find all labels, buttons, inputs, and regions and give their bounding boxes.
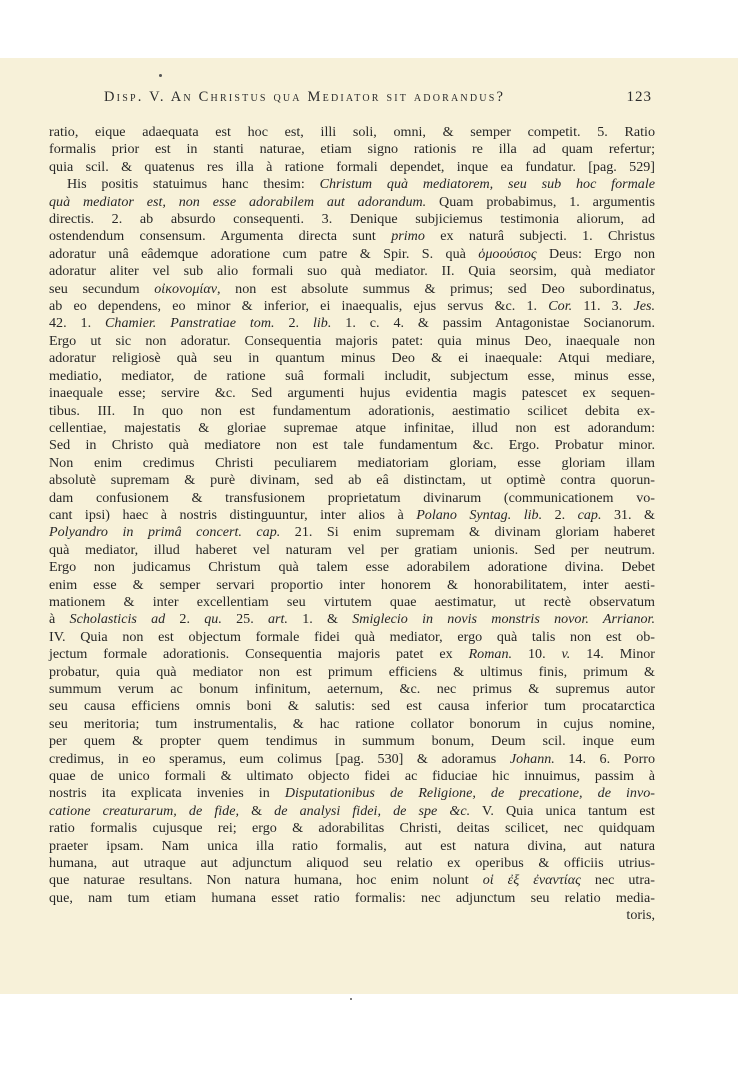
text-line [49, 176, 655, 193]
text-run: 10. [512, 646, 562, 663]
text-run: per quem & propter quem tendimus in summum bonum, Deum scil. inque eum [49, 733, 655, 750]
text-line [49, 455, 655, 472]
text-line [49, 594, 655, 611]
text-run: adoratur unâ eâdemque adoratione cum patre & Spir. S. quà [49, 245, 479, 262]
italic-text-run: cap. [577, 506, 602, 523]
text-line [49, 820, 655, 837]
text-line [49, 333, 655, 350]
text-line [49, 872, 655, 889]
text-run: que, nam tum etiam humana esset ratio formalis: nec adjunctum seu relatio media- [49, 889, 655, 906]
italic-text-run: Johann. [509, 750, 555, 767]
text-run: probatur, quia quà mediator non est primum efficiens & ultimus finis, primum & [49, 663, 655, 680]
text-line [49, 838, 655, 855]
text-run: absolutè supremam & purè divinam, sed ab eâ distinctam, ut optimè contra quorun- [49, 472, 655, 489]
text-run: toris, [626, 907, 655, 924]
text-line [49, 768, 655, 785]
italic-text-run: art. [267, 611, 288, 628]
text-line [49, 298, 655, 315]
text-line [49, 385, 655, 402]
text-line [49, 524, 655, 541]
text-line [49, 716, 655, 733]
text-run: jectum formale adorationis. Consequentia majoris patet ex [49, 646, 469, 663]
text-run: seu causa efficiens omnis boni & salutis: sed est causa inferior tum procatarctica [49, 698, 655, 715]
text-run: Ergo non judicamus Christum quà talem esse adorabilem adoratione divina. Debet [49, 559, 655, 576]
text-line [49, 350, 655, 367]
text-run: humana, aut utraque aut adjunctum aliquod seu relatio ex operibus & officiis utrius- [49, 855, 655, 872]
text-run: credimus, in eo speramus, eum colimus [pag. 530] & adoramus [49, 750, 510, 767]
text-run: inaequale esse; servire &c. Sed argumenti hujus evidentia magis patescet ex sequen- [49, 385, 655, 402]
text-run: 2. [542, 506, 578, 523]
text-run: Sed in Christo quà mediatore non est tale fundamentum &c. Ergo. Probatur minor. [49, 437, 655, 454]
text-run: IV. Quia non est objectum formale fidei quà mediator, ergo quà talis non est ob- [49, 628, 655, 645]
text-run: Non enim credimus Christi peculiarem mediatoriam gloriam, esse gloriam illam [49, 454, 655, 471]
text-run: praeter ipsam. Nam unica illa ratio formalis, aut est natura divina, aut natura [49, 837, 655, 854]
text-line [49, 420, 655, 437]
text-run: 2. [165, 611, 205, 628]
text-line [49, 141, 655, 158]
ink-speck [350, 998, 352, 1000]
text-run: 1. & [287, 611, 353, 628]
italic-text-run: Christum quà mediatorem, seu sub hoc formale [319, 176, 656, 193]
text-run: mationem & inter excellentiam seu virtutem quae aestimatur, ut rectè observatum [49, 593, 655, 610]
text-run: ex naturâ subjecti. 1. Christus [424, 228, 655, 245]
italic-text-run: οἱ ἐξ ἐναντίας [482, 872, 581, 889]
text-line [49, 803, 655, 820]
running-head-title: Disp. V. An Christus qua Mediator sit adorandus? [104, 89, 506, 105]
italic-text-run: ὁμοούσιος [478, 245, 537, 262]
text-run: ratio, eique adaequata est hoc est, illi soli, omni, & semper competit. 5. Ratio [49, 124, 655, 140]
text-line [49, 751, 655, 768]
text-line [49, 507, 655, 524]
text-run: 1. c. 4. & passim Antagonistae Socianorum. [331, 315, 655, 332]
text-run: V. Quia unica tantum est [470, 802, 655, 819]
italic-text-run: Smiglecio in novis monstris novor. Arrianor. [352, 611, 655, 628]
text-line [49, 698, 655, 715]
italic-text-run: quà mediator est, non esse adorabilem aut adorandum. [49, 193, 427, 210]
text-line [49, 664, 655, 681]
text-run: 14. 6. Porro [554, 750, 655, 767]
text-run: ratio formalis cujusque rei; ergo & adorabilitas Christi, deitas scilicet, nec quidquam [49, 820, 655, 837]
page-number: 123 [626, 89, 652, 105]
italic-text-run: de analysi fidei, de spe &c. [274, 802, 471, 819]
text-run: directis. 2. ab absurdo consequenti. 3. Denique subjiciemus testimonia aliorum, ad [49, 211, 655, 228]
text-line [49, 785, 655, 802]
text-line [49, 855, 655, 872]
text-line [49, 646, 655, 663]
text-run: 21. Si enim supremam & divinam gloriam haberet [280, 524, 655, 541]
text-run: mediatio, mediator, de ratione suâ formali includit, subjectum esse, minus esse, [49, 367, 655, 384]
text-line [49, 472, 655, 489]
text-line [49, 281, 655, 298]
text-run: dam confusionem & transfusionem proprietatum divinarum (communicationem vo- [49, 489, 655, 506]
italic-text-run: lib. [312, 315, 332, 332]
italic-text-run: primo [391, 228, 425, 245]
text-run: tibus. III. In quo non est fundamentum adorationis, aestimatio scilicet debita ex- [49, 402, 655, 419]
scanned-page [0, 58, 738, 994]
running-head [104, 89, 652, 109]
text-line [49, 368, 655, 385]
text-run: summum verum ac bonum infinitum, aeternum, &c. nec primus & supremus autor [49, 681, 655, 697]
text-run: quae de unico formali & ultimato objecto fidei ac fiduciae hic innuimus, passim à [49, 768, 655, 785]
text-line [49, 437, 655, 454]
text-run: , non est absolute summus & primus; sed Deo subordinatus, [216, 280, 655, 297]
text-line [49, 490, 655, 507]
text-line [49, 890, 655, 907]
text-line [49, 315, 655, 332]
text-run: ostendendum consensum. Argumenta directa sunt [49, 228, 392, 245]
text-run: 25. [221, 611, 268, 628]
text-run: His positis statuimus hanc thesim: [67, 176, 320, 193]
text-run: cant ipsi) haec à nostris distinguuntur, inter alios à [49, 506, 417, 523]
text-line [49, 542, 655, 559]
text-line [49, 159, 655, 176]
text-run: 14. Minor [570, 646, 655, 663]
text-run: & [239, 802, 275, 819]
text-run: ab eo dependens, eo minor & inferior, ei inaequalis, ejus servus &c. 1. [49, 298, 549, 315]
italic-text-run: Polano Syntag. lib. [416, 506, 543, 523]
text-run: à [49, 611, 70, 628]
text-line [49, 577, 655, 594]
italic-text-run: v. [561, 646, 571, 663]
text-run: Quam probabimus, 1. argumentis [426, 193, 655, 210]
italic-text-run: qu. [204, 611, 222, 628]
text-run: nec utra- [580, 872, 655, 889]
text-line [49, 228, 655, 245]
text-line [49, 194, 655, 211]
text-run: seu meritoria; tum instrumentalis, & hac ratione collator bonorum in cujus nomine, [49, 715, 655, 732]
italic-text-run: Scholasticis ad [69, 611, 166, 628]
italic-text-run: Polyandro in primâ concert. cap. [49, 524, 281, 541]
text-run: quà mediator, illud haberet vel naturam vel per gratiam unionis. Sed per neutrum. [49, 541, 655, 558]
body-text [49, 124, 655, 925]
text-line [49, 559, 655, 576]
text-run: cellentiae, majestatis & gloriae supremae atque infinitae, illud non est adorandum: [49, 419, 655, 436]
text-run: adoratur aliter vel sub alio formali suo quà mediator. II. Quia seorsim, quà mediator [49, 263, 655, 280]
italic-text-run: catione creaturarum, de fide, [49, 802, 239, 819]
text-line [49, 629, 655, 646]
italic-text-run: Disputationibus de Religione, de precatione, de invo- [284, 785, 655, 802]
text-run: formalis prior est in stanti naturae, etiam signo rationis re illa ad quam refertur; [49, 141, 655, 158]
text-run: enim esse & semper servari proportio inter honorem & honorabilitatem, inter aesti- [49, 576, 655, 593]
text-line [49, 263, 655, 280]
text-run: que naturae resultans. Non natura humana, hoc enim nolunt [49, 872, 483, 889]
text-line [49, 907, 655, 924]
text-line [49, 246, 655, 263]
text-run: Deus: Ergo non [536, 245, 655, 262]
italic-text-run: Cor. [548, 298, 573, 315]
text-line [49, 403, 655, 420]
text-line [49, 124, 655, 141]
text-line [49, 611, 655, 628]
text-run: Ergo ut sic non adoratur. Consequentia majoris patet: quia minus Deo, inaequale non [49, 332, 655, 349]
ink-speck [159, 74, 162, 77]
text-run: 42. 1. [49, 315, 106, 332]
text-run: 31. & [601, 506, 655, 523]
italic-text-run: Jes. [633, 298, 655, 315]
text-run: nostris ita explicata invenies in [49, 785, 285, 802]
text-run: quia scil. & quatenus res illa à ratione formali dependet, inque ea fundatur. [pag. 529] [49, 158, 655, 175]
text-line [49, 733, 655, 750]
text-run: 11. 3. [572, 298, 634, 315]
italic-text-run: Roman. [468, 646, 513, 663]
text-run: seu secundum [49, 280, 155, 297]
italic-text-run: Chamier. Panstratiae tom. [105, 315, 275, 332]
text-line [49, 211, 655, 228]
text-run: adoratur religiosè quà seu in quantum minus Deo & ei inaequale: Atqui mediare, [49, 350, 655, 367]
italic-text-run: οἰκονομίαν [154, 280, 217, 297]
text-run: 2. [274, 315, 313, 332]
text-line [49, 681, 655, 698]
